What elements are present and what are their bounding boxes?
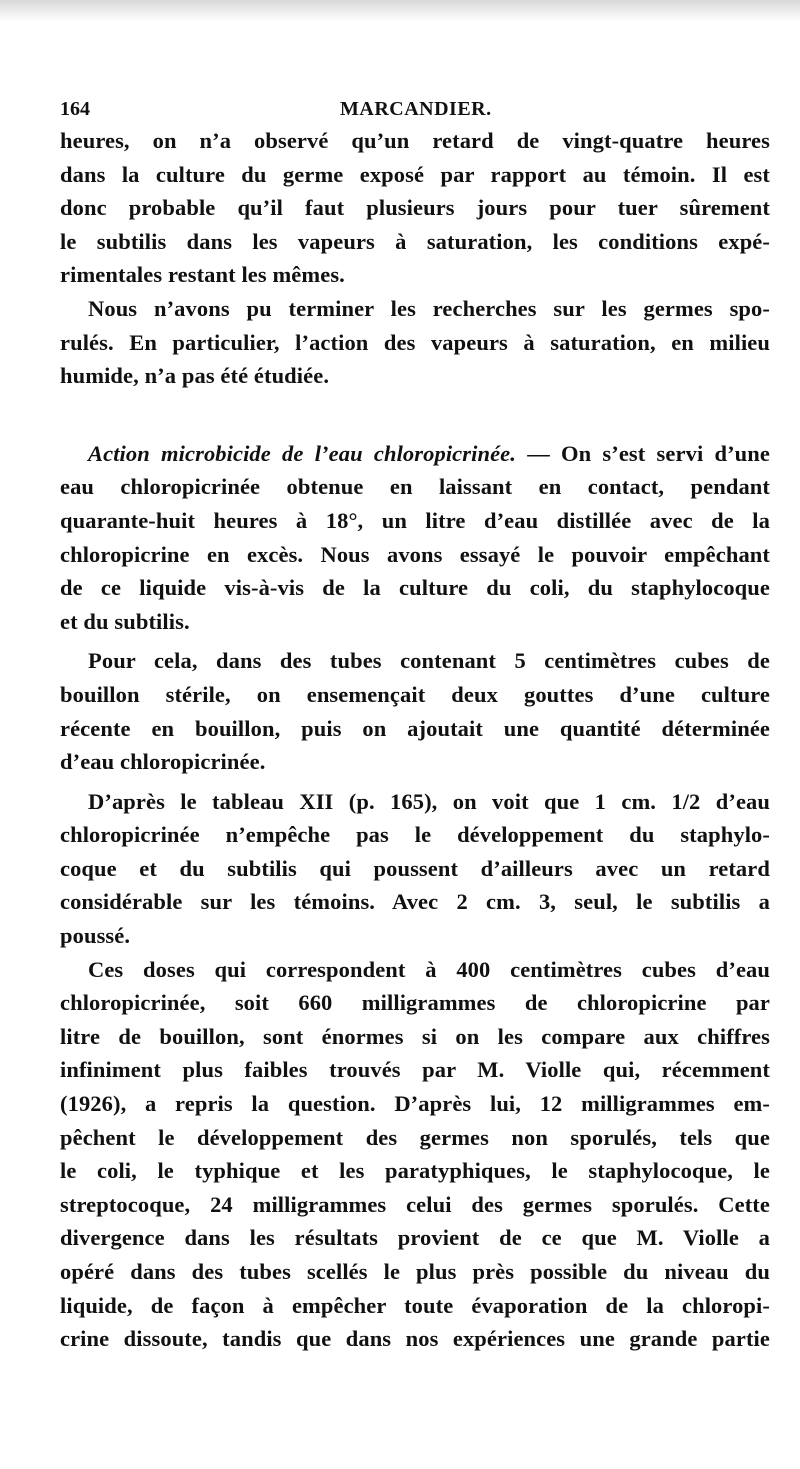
text-line: Nous n’avons pu terminer les recherches sur les germes spo-: [88, 295, 770, 321]
paragraph-3: [60, 437, 770, 639]
paragraph-2: [60, 292, 770, 393]
text-line: pêchent le développement des germes non sporulés, tels que: [60, 1124, 770, 1150]
text-line: (1926), a repris la question. D’après lui, 12 milligrammes em-: [60, 1091, 770, 1117]
text-line: divergence dans les résultats provient de ce que M. Violle a: [60, 1225, 770, 1251]
paragraph-6: [60, 953, 770, 1356]
running-title: MARCANDIER.: [340, 98, 492, 120]
text-line: le coli, le typhique et les paratyphiques, le staphylocoque, le: [60, 1158, 770, 1184]
text-line: infiniment plus faibles trouvés par M. Violle qui, récemment: [60, 1057, 770, 1083]
section-spacer: [60, 393, 770, 437]
text-line: le subtilis dans les vapeurs à saturation, les conditions expé-: [60, 228, 770, 254]
section-heading-line: [60, 437, 770, 471]
paragraph-5: [60, 785, 770, 953]
book-page: [60, 88, 770, 1356]
text-line: Ces doses qui correspondent à 400 centimètres cubes d’eau: [88, 956, 770, 982]
scan-top-edge: [0, 0, 800, 22]
text-line: Pour cela, dans des tubes contenant 5 centimètres cubes de: [88, 648, 770, 674]
text-line: rulés. En particulier, l’action des vapeurs à saturation, en milieu: [60, 329, 770, 355]
page-number: 164: [60, 98, 90, 120]
text-line: de ce liquide vis-à-vis de la culture du coli, du staphylocoque: [60, 575, 770, 601]
text-line: donc probable qu’il faut plusieurs jours pour tuer sûrement: [60, 195, 770, 221]
text-line: dans la culture du germe exposé par rapport au témoin. Il est: [60, 161, 770, 187]
text-line: liquide, de façon à empêcher toute évaporation de la chloropi-: [60, 1292, 770, 1318]
text-line: et du subtilis.: [60, 608, 190, 634]
text-line: poussé.: [60, 923, 131, 949]
text-line: chloropicrine en excès. Nous avons essayé le pouvoir empêchant: [60, 541, 770, 567]
text-line: crine dissoute, tandis que dans nos expériences une grande partie: [60, 1326, 770, 1352]
section-heading: Action microbicide de l’eau chloropicrinée.: [88, 440, 516, 466]
text-line: eau chloropicrinée obtenue en laissant en contact, pendant: [60, 474, 770, 500]
text-line: récente en bouillon, puis on ajoutait une quantité déterminée: [60, 715, 770, 741]
text-line: rimentales restant les mêmes.: [60, 262, 345, 288]
text-line: chloropicrinée, soit 660 milligrammes de chloropicrine par: [60, 990, 770, 1016]
text-line: litre de bouillon, sont énormes si on les compare aux chiffres: [60, 1023, 770, 1049]
running-head: [60, 88, 770, 124]
text-line: chloropicrinée n’empêche pas le développement du staphylo-: [60, 822, 770, 848]
section-heading-continuation: — On s’est servi d’une: [516, 440, 770, 466]
text-line: bouillon stérile, on ensemençait deux gouttes d’une culture: [60, 681, 770, 707]
paragraph-1: [60, 124, 770, 292]
text-line: D’après le tableau XII (p. 165), on voit que 1 cm. 1/2 d’eau: [88, 788, 770, 814]
text-line: humide, n’a pas été étudiée.: [60, 363, 330, 389]
text-line: opéré dans des tubes scellés le plus près possible du niveau du: [60, 1259, 770, 1284]
text-line: coque et du subtilis qui poussent d’ailleurs avec un retard: [60, 855, 770, 881]
paragraph-4: [60, 644, 770, 778]
text-line: d’eau chloropicrinée.: [60, 749, 266, 775]
text-line: quarante-huit heures à 18°, un litre d’eau distillée avec de la: [60, 507, 770, 533]
text-line: considérable sur les témoins. Avec 2 cm. 3, seul, le subtilis a: [60, 889, 770, 915]
text-line: streptocoque, 24 milligrammes celui des germes sporulés. Cette: [60, 1191, 770, 1217]
text-line: heures, on n’a observé qu’un retard de vingt-quatre heures: [60, 128, 770, 153]
